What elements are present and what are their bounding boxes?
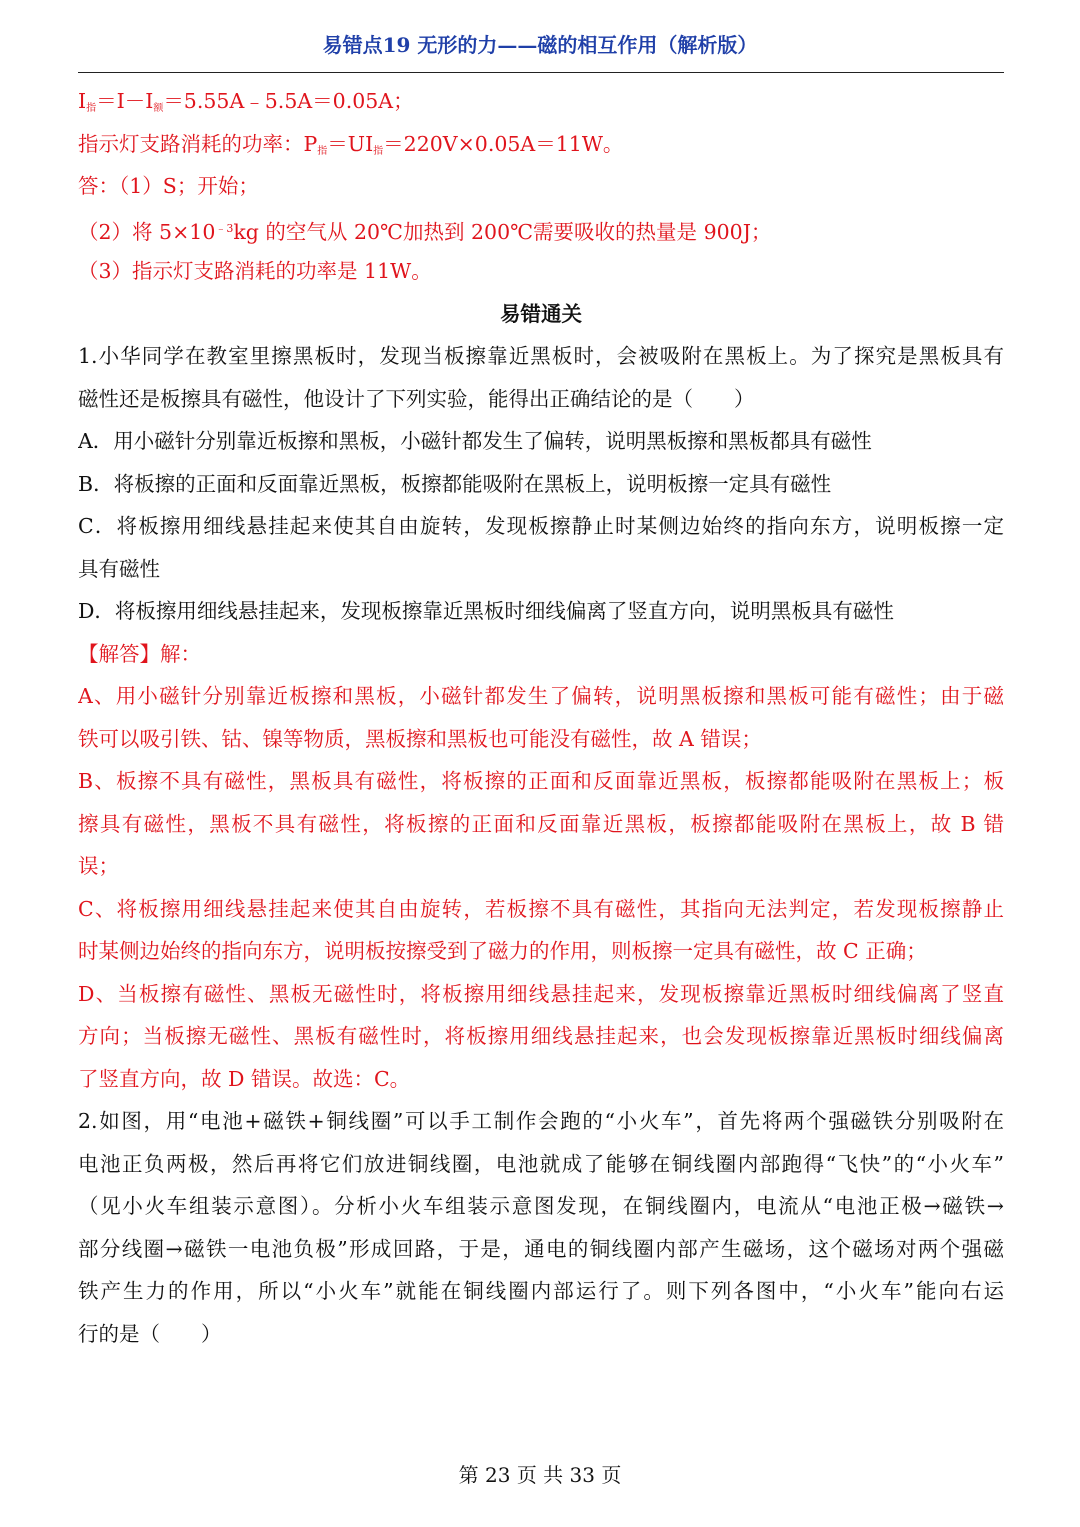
q1-option-d: D．将板擦用细线悬挂起来，发现板擦靠近黑板时细线偏离了竖直方向，说明黑板具有磁性 bbox=[78, 599, 894, 623]
prev-answer-line-1: $I_指=I-I_额=5.55A﹣5.5A=0.05A$； bbox=[78, 89, 414, 114]
q1-option-b: B．将板擦的正面和反面靠近黑板，板擦都能吸附在黑板上，说明板擦一定具有磁性 bbox=[78, 471, 832, 496]
page-content bbox=[78, 80, 1004, 1355]
q1-analysis-d-line-1: D、当板擦有磁性、黑板无磁性时，将板擦用细线悬挂起来，发现板擦靠近黑板时细线偏离了竖直 bbox=[78, 981, 1004, 1006]
q1-analysis-d-line-3: 了竖直方向，故 D 错误。故选：C。 bbox=[78, 1066, 411, 1091]
q1-answer-label: 【解答】解： bbox=[78, 641, 201, 666]
q1-analysis-b-line-3: 误； bbox=[78, 854, 119, 878]
q1-option-c-line-1: C．将板擦用细线悬挂起来使其自由旋转，发现板擦静止时某侧边始终的指向东方，说明板擦一定 bbox=[78, 514, 1004, 538]
prev-answer-line-3: 答：（1）S；开始； bbox=[78, 174, 259, 198]
prev-answer-line-5: （3）指示灯支路消耗的功率是 11W。 bbox=[78, 259, 432, 283]
q1-option-c-line-2: 具有磁性 bbox=[78, 556, 160, 581]
prev-answer-line-2: 指示灯支路消耗的功率：$P_指=UI_指=220V\times 0.05A=11W$。 bbox=[78, 131, 624, 157]
q1-analysis-b-line-2: 擦具有磁性，黑板不具有磁性，将板擦的正面和反面靠近黑板，板擦都能吸附在黑板上，故 B 错 bbox=[78, 811, 1004, 836]
header-divider bbox=[78, 72, 1004, 73]
q1-analysis-a-line-2: 铁可以吸引铁、钴、镍等物质，黑板擦和黑板也可能没有磁性，故 A 错误； bbox=[78, 726, 762, 751]
q1-analysis-c-line-1: C、将板擦用细线悬挂起来使其自由旋转，若板擦不具有磁性，其指向无法判定，若发现板擦静止 bbox=[78, 896, 1004, 921]
q1-stem-line-2: 磁性还是板擦具有磁性，他设计了下列实验，能得出正确结论的是（ ） bbox=[78, 386, 755, 411]
section-title: 易错通关 bbox=[500, 301, 582, 326]
q1-analysis-c-line-2: 时某侧边始终的指向东方，说明板按擦受到了磁力的作用，则板擦一定具有磁性，故 C 正确； bbox=[78, 939, 927, 963]
q2-stem-line-1: 2.如图，用“电池+磁铁+铜线圈”可以手工制作会跑的“小火车”，首先将两个强磁铁分别吸附在 bbox=[78, 1109, 1004, 1133]
q1-option-a: A．用小磁针分别靠近板擦和黑板，小磁针都发生了偏转，说明黑板擦和黑板都具有磁性 bbox=[78, 429, 872, 453]
document-header-title: 易错点19 无形的力——磁的相互作用（解析版） bbox=[322, 33, 758, 57]
page-number-footer: 第 23 页 共 33 页 bbox=[458, 1463, 622, 1487]
q2-stem-line-2: 电池正负两极，然后再将它们放进铜线圈，电池就成了能够在铜线圈内部跑得“飞快”的“小火车” bbox=[78, 1151, 1004, 1176]
q2-stem-line-5: 铁产生力的作用，所以“小火车”就能在铜线圈内部运行了。则下列各图中，“小火车”能向右运 bbox=[78, 1279, 1004, 1303]
q2-stem-line-6: 行的是（ ） bbox=[78, 1321, 222, 1346]
q1-stem-line-1: 1.小华同学在教室里擦黑板时，发现当板擦靠近黑板时，会被吸附在黑板上。为了探究是黑板具有 bbox=[78, 344, 1004, 368]
q2-stem-line-4: 部分线圈→磁铁一电池负极”形成回路，于是，通电的铜线圈内部产生磁场，这个磁场对两个强磁 bbox=[78, 1236, 1004, 1261]
q2-stem-line-3: （见小火车组装示意图）。分析小火车组装示意图发现，在铜线圈内，电流从“电池正极→磁铁→ bbox=[78, 1194, 1004, 1218]
q1-analysis-b-line-1: B、板擦不具有磁性，黑板具有磁性，将板擦的正面和反面靠近黑板，板擦都能吸附在黑板上；板 bbox=[78, 769, 1004, 793]
q1-analysis-d-line-2: 方向；当板擦无磁性、黑板有磁性时，将板擦用细线悬挂起来，也会发现板擦靠近黑板时细线偏离 bbox=[78, 1024, 1004, 1048]
q1-analysis-a-line-1: A、用小磁针分别靠近板擦和黑板，小磁针都发生了偏转，说明黑板擦和黑板可能有磁性；由于磁 bbox=[78, 684, 1004, 708]
prev-answer-line-4: （2）将 $5\times 10^{﹣3}kg$ 的空气从 20℃加热到 200℃需要吸收的热量是 900J； bbox=[78, 219, 772, 244]
